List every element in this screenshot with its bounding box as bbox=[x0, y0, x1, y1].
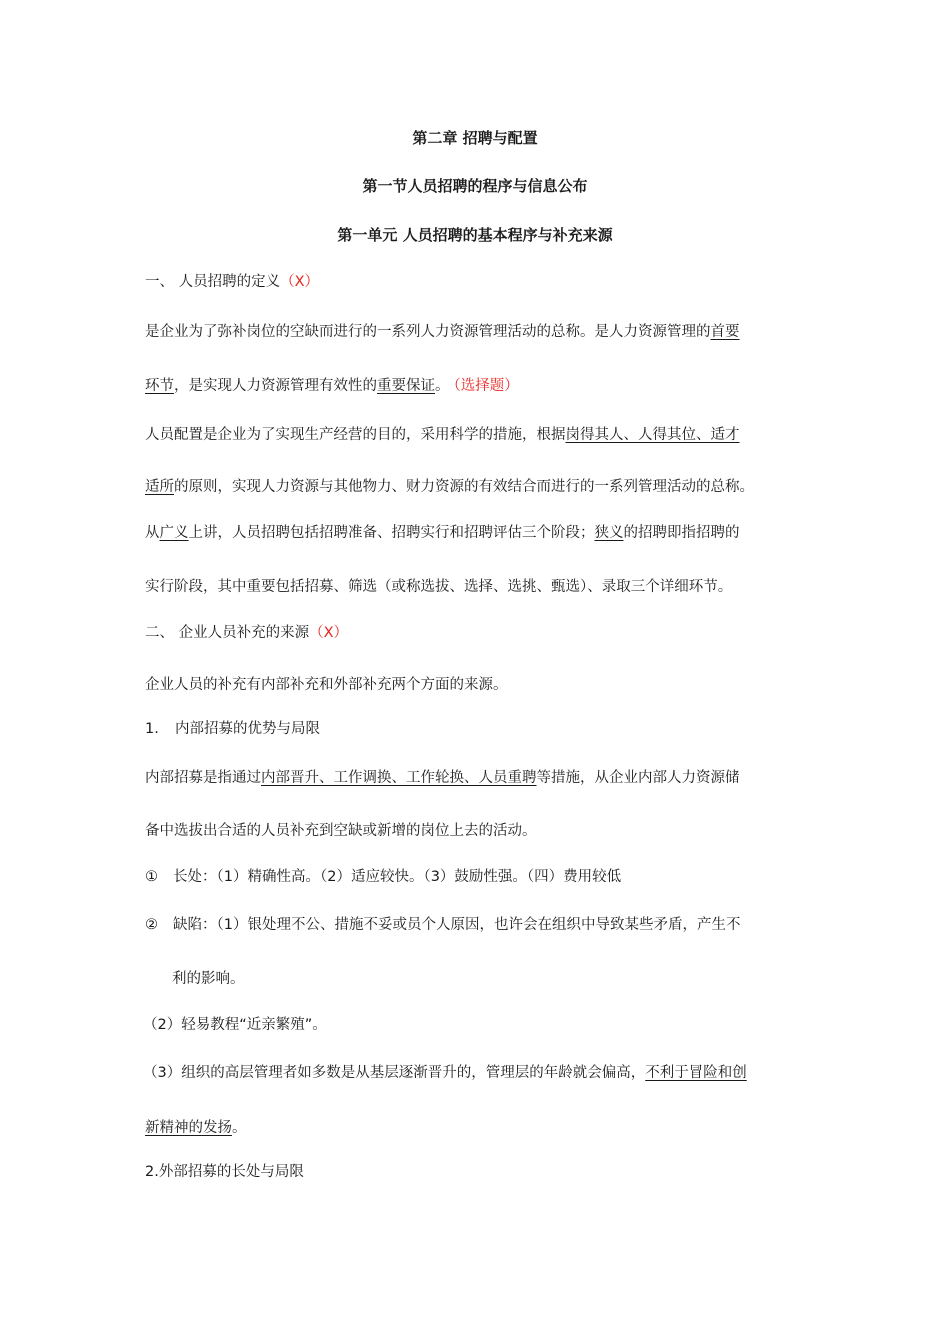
list-item-advantages bbox=[145, 867, 621, 887]
text-run: 是企业为了弥补岗位的空缺而进行的一系列人力资源管理活动的总称。是人力资源管理的 bbox=[145, 324, 711, 340]
paragraph-line: 实行阶段，其中重要包括招募、筛选（或称选拔、选择、选挑、甄选）、录取三个详细环节。 bbox=[145, 579, 733, 595]
paragraph-line bbox=[145, 477, 754, 497]
underlined-term: 不利于冒险和创 bbox=[645, 1065, 747, 1081]
text-run: 等措施，从企业内部人力资源储 bbox=[536, 770, 740, 786]
paragraph-line bbox=[143, 1063, 747, 1083]
paragraph-line: 备中选拔出合适的人员补充到空缺或新增的岗位上去的活动。 bbox=[145, 823, 537, 839]
underlined-term: 广义 bbox=[159, 525, 189, 541]
text-run: 的原则，实现人力资源与其他物力、财力资源的有效结合而进行的一系列管理活动的总称。 bbox=[174, 479, 754, 495]
underlined-term: 环节 bbox=[145, 378, 174, 394]
text-run: （3）组织的高层管理者如多数是从基层逐渐晋升的，管理层的年龄就会偏高， bbox=[143, 1065, 646, 1081]
paragraph-line bbox=[145, 523, 740, 543]
paragraph-line: （2）轻易教程“近亲繁殖”。 bbox=[143, 1017, 327, 1033]
paragraph-line bbox=[145, 1118, 247, 1138]
heading-text: 一、 人员招聘的定义 bbox=[145, 274, 281, 290]
section-title: 第一节人员招聘的程序与信息公布 bbox=[362, 177, 588, 195]
list-item-disadvantages bbox=[145, 915, 740, 935]
underlined-term: 适所 bbox=[145, 479, 174, 495]
text-run: 的招聘即指招聘的 bbox=[623, 525, 740, 541]
text-run: 人员配置是企业为了实现生产经营的目的，采用科学的措施，根据 bbox=[145, 427, 566, 443]
list-text: 缺陷：（1）银处理不公、措施不妥或员个人原因，也许会在组织中导致某些矛盾，产生不 bbox=[173, 917, 741, 933]
subheading-internal bbox=[145, 719, 320, 739]
unit-title: 第一单元 人员招聘的基本程序与补充来源 bbox=[337, 226, 613, 244]
underlined-term: 狭义 bbox=[594, 525, 624, 541]
paragraph-line bbox=[145, 768, 740, 788]
exam-mark: （X） bbox=[309, 625, 349, 641]
exam-mark: （选择题） bbox=[453, 378, 519, 394]
circled-number: ① bbox=[145, 869, 158, 885]
underlined-term: 新精神的发扬 bbox=[145, 1120, 232, 1136]
paragraph-line bbox=[145, 322, 740, 342]
heading-text: 二、 企业人员补充的来源 bbox=[145, 625, 310, 641]
paragraph-line bbox=[145, 425, 740, 445]
list-number: 1. bbox=[145, 721, 159, 737]
heading-sources bbox=[145, 623, 348, 643]
underlined-term: 重要保证 bbox=[377, 378, 435, 394]
underlined-term: 内部晋升、工作调换、工作轮换、人员重聘 bbox=[261, 770, 537, 786]
circled-number: ② bbox=[145, 917, 158, 933]
paragraph-line bbox=[145, 376, 519, 396]
underlined-term: 岗得其人、人得其位、适才 bbox=[565, 427, 740, 443]
exam-mark: （X） bbox=[280, 274, 320, 290]
heading-definition bbox=[145, 272, 319, 292]
chapter-title: 第二章 招聘与配置 bbox=[412, 129, 538, 147]
paragraph-line: 利的影响。 bbox=[172, 971, 245, 987]
underlined-term: 首要 bbox=[710, 324, 740, 340]
paragraph-line: 企业人员的补充有内部补充和外部补充两个方面的来源。 bbox=[145, 677, 508, 693]
text-run: 。 bbox=[435, 378, 450, 394]
text-run: 从 bbox=[145, 525, 160, 541]
text-run: 上讲，人员招聘包括招聘准备、招聘实行和招聘评估三个阶段； bbox=[188, 525, 595, 541]
text-run: ，是实现人力资源管理有效性的 bbox=[174, 378, 377, 394]
subheading-external: 2.外部招募的长处与局限 bbox=[145, 1164, 304, 1180]
list-text: 长处：（1）精确性高。（2）适应较快。（3）鼓励性强。（四）费用较低 bbox=[173, 869, 622, 885]
text-run: 内部招募是指通过 bbox=[145, 770, 261, 786]
text-run: 。 bbox=[232, 1120, 247, 1136]
subheading-text: 内部招募的优势与局限 bbox=[175, 721, 320, 737]
